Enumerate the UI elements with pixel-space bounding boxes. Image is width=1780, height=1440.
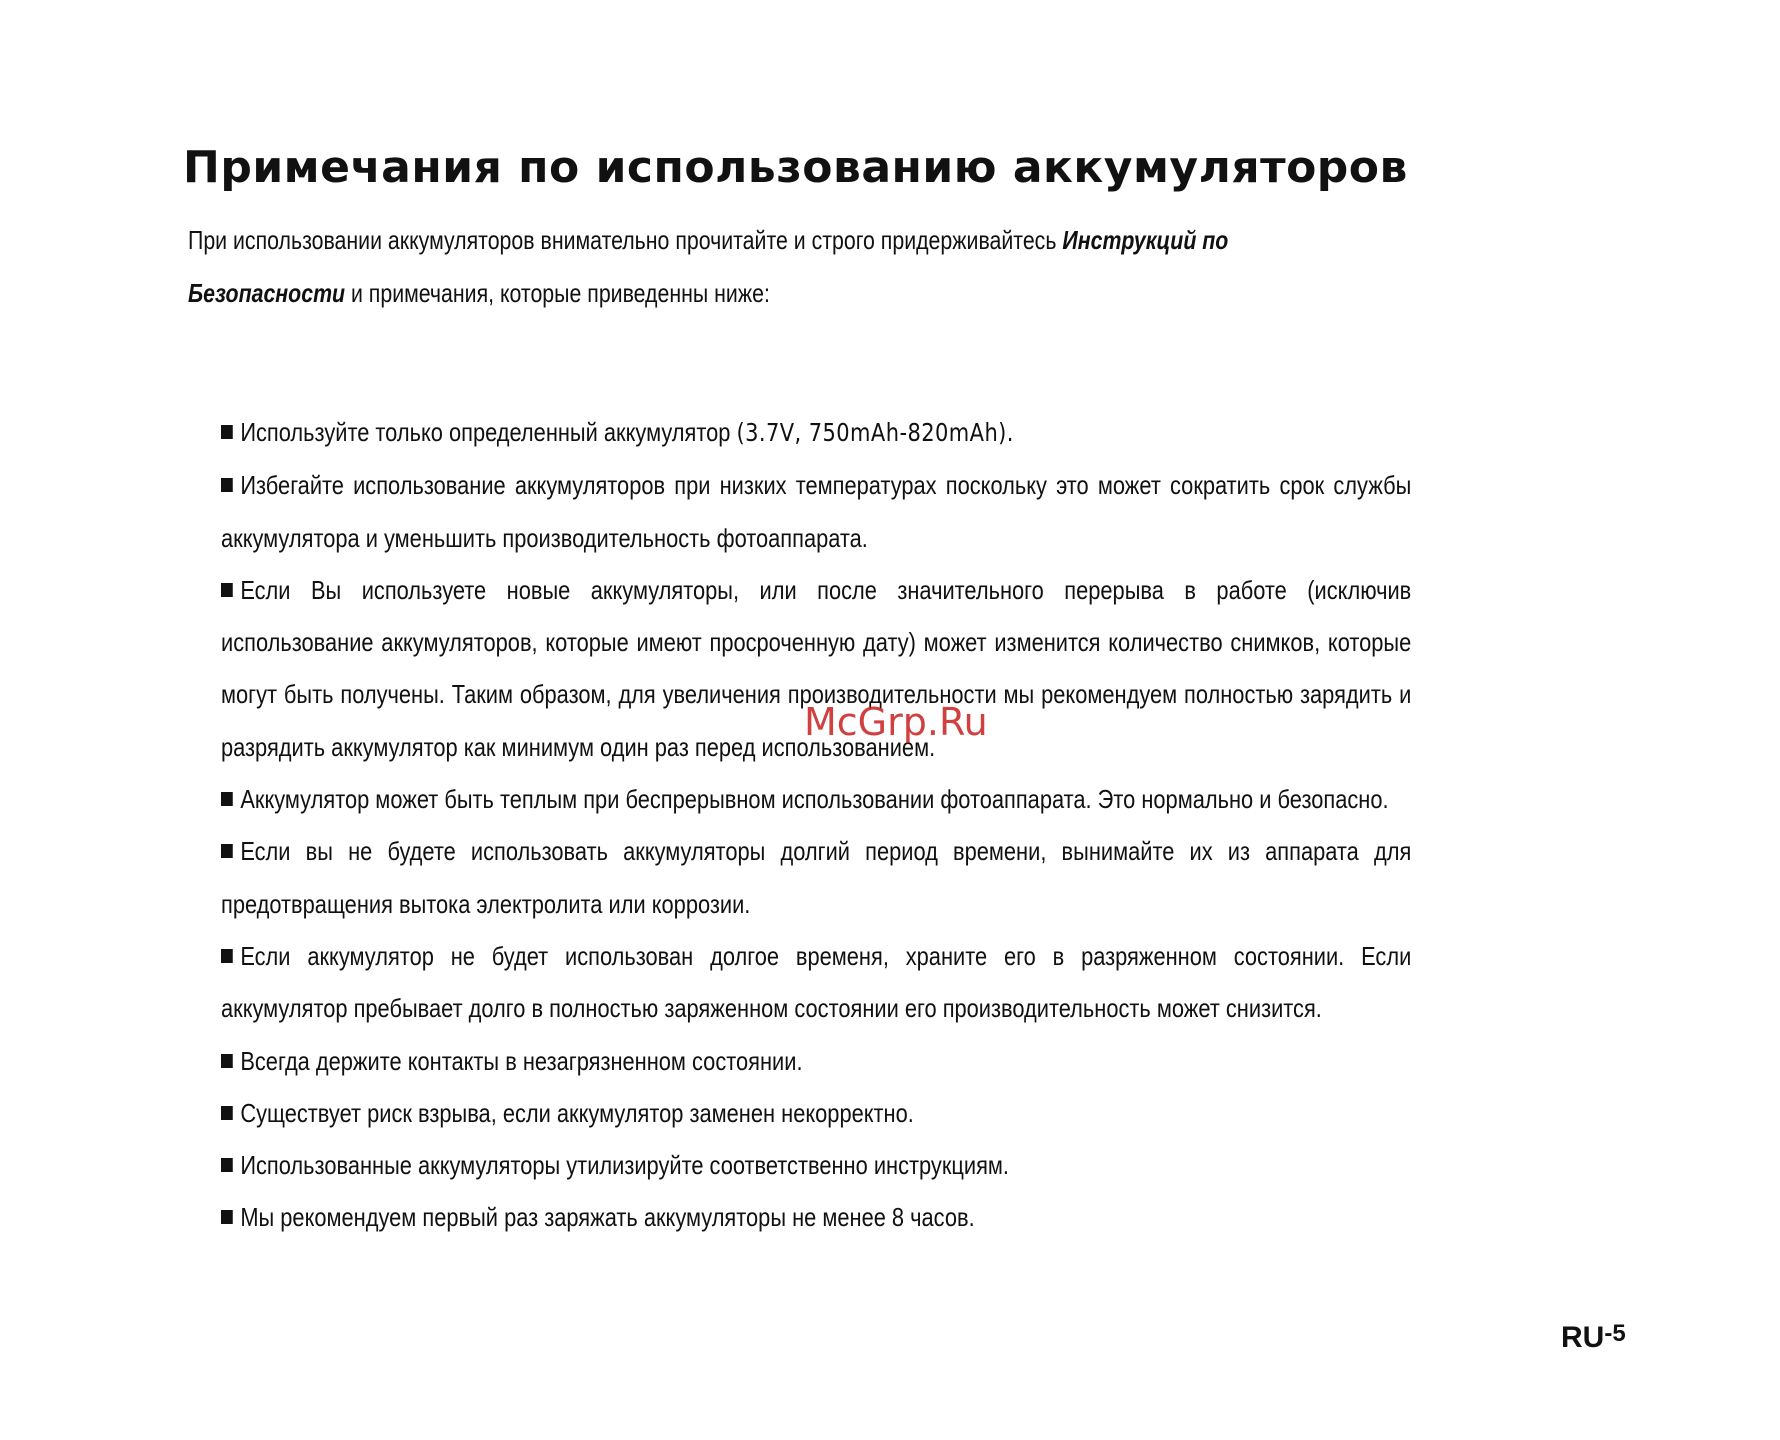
square-bullet-icon	[221, 1054, 233, 1068]
safety-instructions-emphasis: Инструкций по Безопасности	[188, 225, 1229, 308]
list-item	[221, 1139, 1411, 1191]
list-item	[221, 1035, 1411, 1087]
note-text: Избегайте использование аккумуляторов при низких температурах поскольку это может сократить срок службы аккумулятора и уменьшить производительность фотоаппарата.	[221, 470, 1412, 553]
list-item	[221, 459, 1411, 564]
note-text: Всегда держите контакты в незагрязненном состоянии.	[240, 1045, 803, 1076]
square-bullet-icon	[221, 949, 233, 963]
square-bullet-icon	[221, 583, 233, 597]
note-text: Существует риск взрыва, если аккумулятор заменен некорректно.	[240, 1097, 914, 1128]
note-text: Если вы не будете использовать аккумуляторы долгий период времени, вынимайте их из аппарата для предотвращения вытока электролита или коррозии.	[221, 836, 1412, 919]
list-item	[221, 1087, 1411, 1139]
intro-text-end: и примечания, которые приведенны ниже:	[345, 278, 770, 308]
note-text: Если Вы используете новые аккумуляторы, или после значительного перерыва в работе (исключив использование аккумуляторов, которые имеют просроченную дату) может изменится количество снимков, которые могут быть получены. Таким образом, для увеличения производительности мы рекомендуем полностью зарядить и разрядить аккумулятор как минимум один раз перед использованием.	[221, 574, 1412, 762]
note-text: Если аккумулятор не будет использован долгое временя, храните его в разряженном состоянии. Если аккумулятор пребывает долго в полностью заряженном состоянии его производительность может снизится.	[221, 940, 1412, 1024]
intro-paragraph	[188, 214, 1311, 320]
square-bullet-icon	[221, 478, 233, 492]
list-item	[221, 825, 1411, 930]
page-title: Примечания по использованию аккумуляторов	[183, 142, 1408, 193]
list-item	[221, 930, 1411, 1035]
battery-spec: (3.7V, 750mAh-820mAh).	[736, 418, 1014, 447]
battery-notes-list	[221, 406, 1411, 1244]
note-text: Используйте только определенный аккумулятор	[240, 417, 737, 447]
note-text: Аккумулятор может быть теплым при беспрерывном использовании фотоаппарата. Это нормально и безопасно.	[240, 784, 1389, 815]
square-bullet-icon	[221, 1210, 233, 1224]
note-text: Использованные аккумуляторы утилизируйте соответственно инструкциям.	[240, 1150, 1009, 1181]
page-number	[1561, 1320, 1626, 1355]
intro-text: При использовании аккумуляторов внимательно прочитайте и строго придерживайтесь	[188, 225, 1063, 255]
page-number-suffix: -5	[1604, 1320, 1626, 1347]
list-item	[221, 1191, 1411, 1243]
square-bullet-icon	[221, 1158, 233, 1172]
watermark: McGrp.Ru	[804, 700, 988, 744]
note-text: Мы рекомендуем первый раз заряжать аккумуляторы не менее 8 часов.	[240, 1202, 975, 1233]
square-bullet-icon	[221, 792, 233, 806]
square-bullet-icon	[221, 425, 233, 439]
square-bullet-icon	[221, 1106, 233, 1120]
list-item	[221, 406, 1411, 459]
square-bullet-icon	[221, 844, 233, 858]
list-item	[221, 773, 1411, 825]
page-number-prefix: RU	[1561, 1321, 1605, 1354]
